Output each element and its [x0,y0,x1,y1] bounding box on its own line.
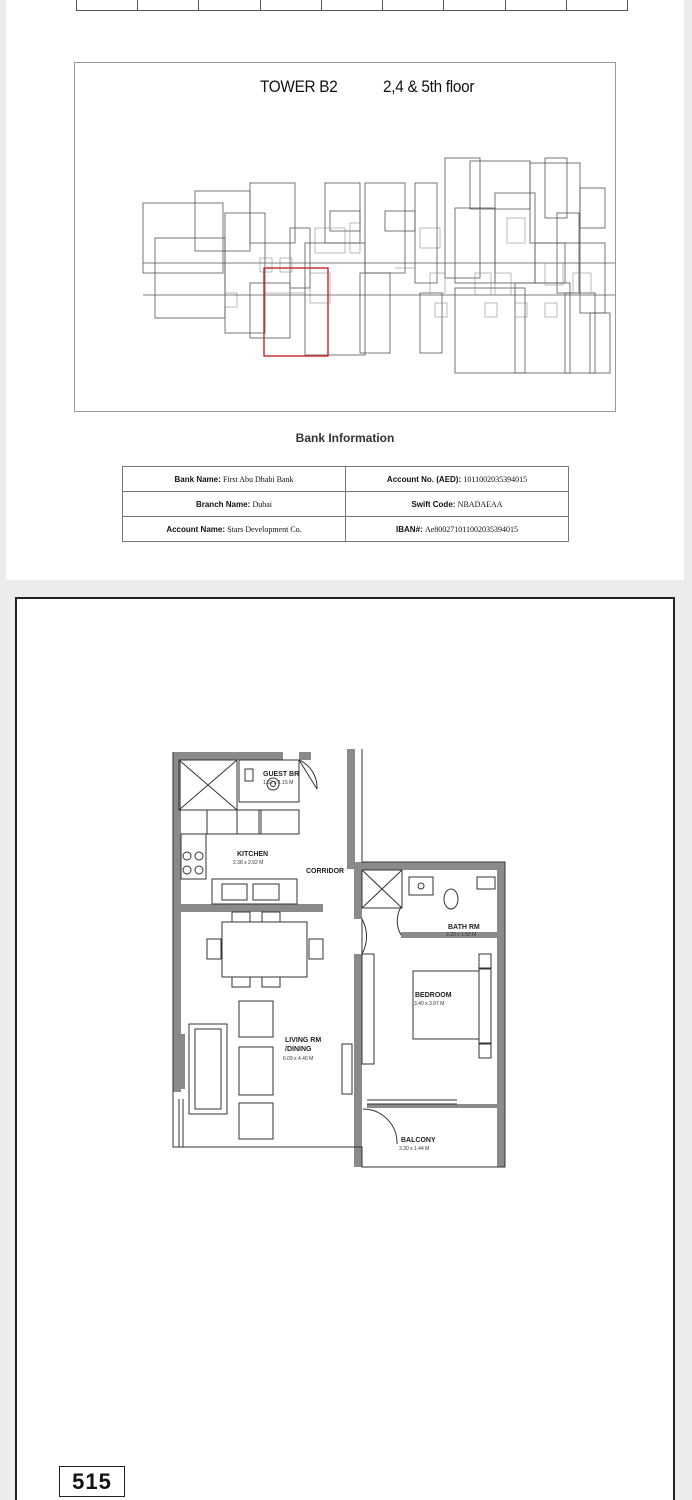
document-page-2 [15,597,675,1500]
previous-table-bottom [76,0,628,11]
corridor-label: CORRIDOR [306,868,345,875]
unit-floor-plan [17,599,673,1499]
tower-floor-plan-frame [74,62,616,412]
balcony-size: 3.30 x 1.44 M [399,1146,430,1152]
document-page-1 [6,0,684,580]
bath-rm-label: BATH RM [448,924,480,931]
table-row [123,492,569,517]
kitchen-size: 2.38 x 2.92 M [233,860,264,866]
tower-floor-plan-drawing [75,63,615,411]
guest-br-label: GUEST BR [263,771,300,778]
bedroom-label: BEDROOM [415,992,452,999]
unit-number-badge: 515 [59,1466,125,1497]
kitchen-label: KITCHEN [237,851,269,858]
account-name-cell: Account Name: Stars Development Co. [123,517,346,542]
swift-code-cell: Swift Code: NBADAEAA [346,492,569,517]
iban-cell: IBAN#: Ae800271011002035394015 [346,517,569,542]
bath-rm-size: 2.20 x 1.50 M [446,932,477,938]
account-no-cell: Account No. (AED): 1011002035394015 [346,467,569,492]
tower-title: TOWER B2 [260,77,338,96]
dining-label: /DINING [285,1046,312,1053]
balcony-label: BALCONY [401,1137,436,1144]
table-row [123,517,569,542]
living-size: 6.09 x 4.40 M [283,1056,314,1062]
bank-name-cell: Bank Name: First Abu Dhabi Bank [123,467,346,492]
bank-information-heading: Bank Information [295,431,395,445]
branch-name-cell: Branch Name: Dubai [123,492,346,517]
table-row [123,467,569,492]
living-label: LIVING RM [285,1037,322,1044]
guest-br-size: 1.52 x 1.15 M [263,780,294,786]
highlighted-unit-marker [264,268,328,356]
tower-floor-label: 2,4 & 5th floor [383,77,475,96]
bank-information-table [122,466,569,542]
bedroom-size: 3.40 x 3.97 M [414,1001,445,1007]
